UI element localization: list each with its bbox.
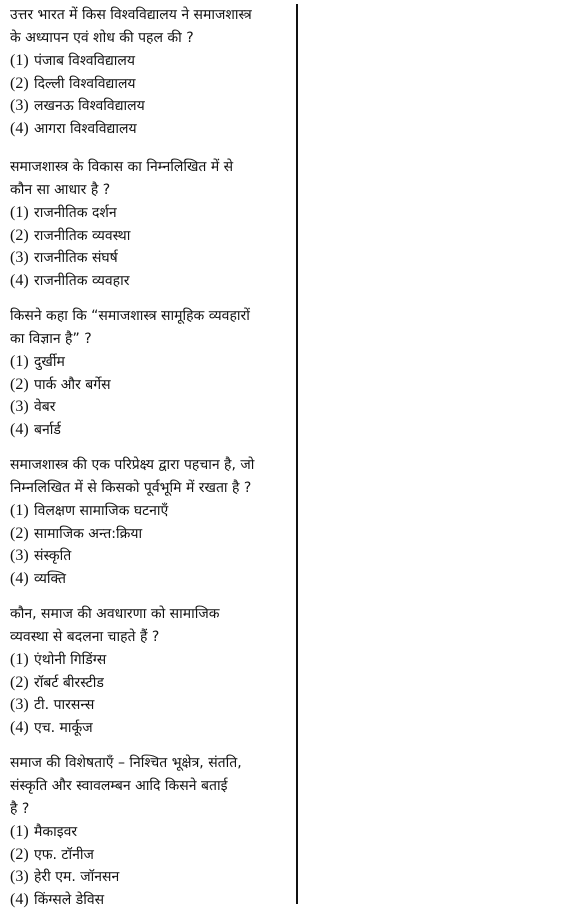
stem-line: किसने कहा कि “समाजशास्त्र सामूहिक व्यवहारों (10, 308, 250, 324)
option-number: (2) (10, 673, 29, 691)
option-2 (10, 374, 286, 397)
option-text: राजनीतिक दर्शन (34, 205, 117, 221)
column-divider (296, 4, 298, 904)
stem-line: है ? (10, 801, 30, 817)
option-text: राजनीतिक व्यवस्था (34, 227, 131, 244)
hindi-question-1 (10, 4, 286, 140)
option-number: (1) (10, 353, 29, 370)
option-number: (2) (10, 845, 29, 863)
option-text: टी. पारसन्स (34, 697, 95, 713)
option-text: पार्क और बर्गेस (34, 376, 111, 393)
option-number: (4) (10, 718, 29, 736)
option-number: (3) (10, 868, 29, 885)
option-text: दिल्ली विश्वविद्यालय (34, 75, 136, 92)
option-number: (2) (10, 524, 29, 542)
option-2 (10, 523, 286, 546)
stem-line: के अध्यापन एवं शोध की पहल की ? (10, 30, 194, 46)
stem-line: समाजशास्त्र की एक परिप्रेक्ष्य द्वारा पहचान है, जो (10, 457, 255, 473)
hindi-question-5 (10, 603, 286, 739)
stem-line: निम्नलिखित में से किसको पूर्वभूमि में रखता है ? (10, 480, 252, 496)
option-text: एच. मार्कूज (34, 719, 93, 736)
option-text: वेबर (34, 399, 56, 415)
option-number: (3) (10, 696, 29, 713)
question-stem (10, 305, 286, 351)
option-text: आगरा विश्वविद्यालय (34, 120, 137, 137)
option-text: मैकाइवर (34, 824, 78, 840)
option-1 (10, 500, 286, 523)
hindi-question-6 (10, 752, 286, 911)
option-text: हेरी एम. जॉनसन (34, 869, 120, 885)
option-number: (1) (10, 502, 29, 519)
option-text: एंथोनी गिडिंग्स (34, 652, 107, 668)
option-3 (10, 545, 286, 568)
option-2 (10, 672, 286, 695)
option-number: (2) (10, 74, 29, 92)
stem-line: का विज्ञान है” ? (10, 331, 92, 347)
option-text: राजनीतिक संघर्ष (34, 250, 118, 266)
hindi-question-2 (10, 156, 286, 292)
option-4 (10, 568, 286, 591)
option-number: (3) (10, 398, 29, 415)
option-text: व्यक्ति (34, 570, 67, 587)
option-number: (1) (10, 204, 29, 221)
option-number: (3) (10, 547, 29, 564)
question-stem (10, 4, 286, 50)
option-1 (10, 50, 286, 73)
option-number: (3) (10, 97, 29, 114)
stem-line: कौन सा आधार है ? (10, 182, 111, 198)
option-number: (1) (10, 651, 29, 668)
stem-line: कौन, समाज की अवधारणा को सामाजिक (10, 606, 220, 622)
option-text: दुर्खीम (34, 354, 65, 370)
option-text: सामाजिक अन्त:क्रिया (34, 525, 143, 542)
question-stem (10, 156, 286, 202)
option-1 (10, 821, 286, 844)
option-number: (4) (10, 569, 29, 587)
hindi-question-3 (10, 305, 286, 441)
option-text: लखनऊ विश्वविद्यालय (34, 98, 145, 114)
stem-line: समाज की विशेषताएँ – निश्चित भूक्षेत्र, संतति, (10, 755, 242, 771)
option-number: (4) (10, 420, 29, 438)
option-number: (1) (10, 823, 29, 840)
option-3 (10, 247, 286, 270)
stem-line: उत्तर भारत में किस विश्वविद्यालय ने समाजशास्त्र (10, 7, 252, 23)
option-2 (10, 844, 286, 867)
stem-line: व्यवस्था से बदलना चाहते हैं ? (10, 629, 160, 645)
option-text: पंजाब विश्वविद्यालय (34, 53, 136, 69)
option-3 (10, 396, 286, 419)
option-1 (10, 351, 286, 374)
option-4 (10, 270, 286, 293)
option-text: राजनीतिक व्यवहार (34, 272, 130, 289)
option-number: (4) (10, 271, 29, 289)
option-text: किंग्सले डेविस (34, 891, 105, 908)
option-3 (10, 95, 286, 118)
hindi-question-4 (10, 454, 286, 590)
stem-line: संस्कृति और स्वावलम्बन आदि किसने बताई (10, 778, 228, 794)
option-1 (10, 202, 286, 225)
option-text: बर्नार्ड (34, 421, 61, 438)
option-4 (10, 118, 286, 141)
option-3 (10, 694, 286, 717)
option-text: विलक्षण सामाजिक घटनाएँ (34, 503, 169, 519)
option-number: (3) (10, 249, 29, 266)
option-2 (10, 225, 286, 248)
option-number: (2) (10, 226, 29, 244)
option-1 (10, 649, 286, 672)
option-text: रॉबर्ट बीरस्टीड (34, 674, 104, 691)
option-4 (10, 419, 286, 442)
option-3 (10, 866, 286, 889)
option-4 (10, 717, 286, 740)
option-text: संस्कृति (34, 548, 72, 564)
option-number: (1) (10, 52, 29, 69)
option-number: (2) (10, 375, 29, 393)
question-stem (10, 454, 286, 500)
question-stem (10, 752, 286, 821)
option-2 (10, 73, 286, 96)
option-number: (4) (10, 119, 29, 137)
question-stem (10, 603, 286, 649)
option-number: (4) (10, 890, 29, 908)
option-text: एफ. टॉनीज (34, 846, 94, 863)
option-4 (10, 889, 286, 912)
stem-line: समाजशास्त्र के विकास का निम्नलिखित में से (10, 159, 234, 175)
